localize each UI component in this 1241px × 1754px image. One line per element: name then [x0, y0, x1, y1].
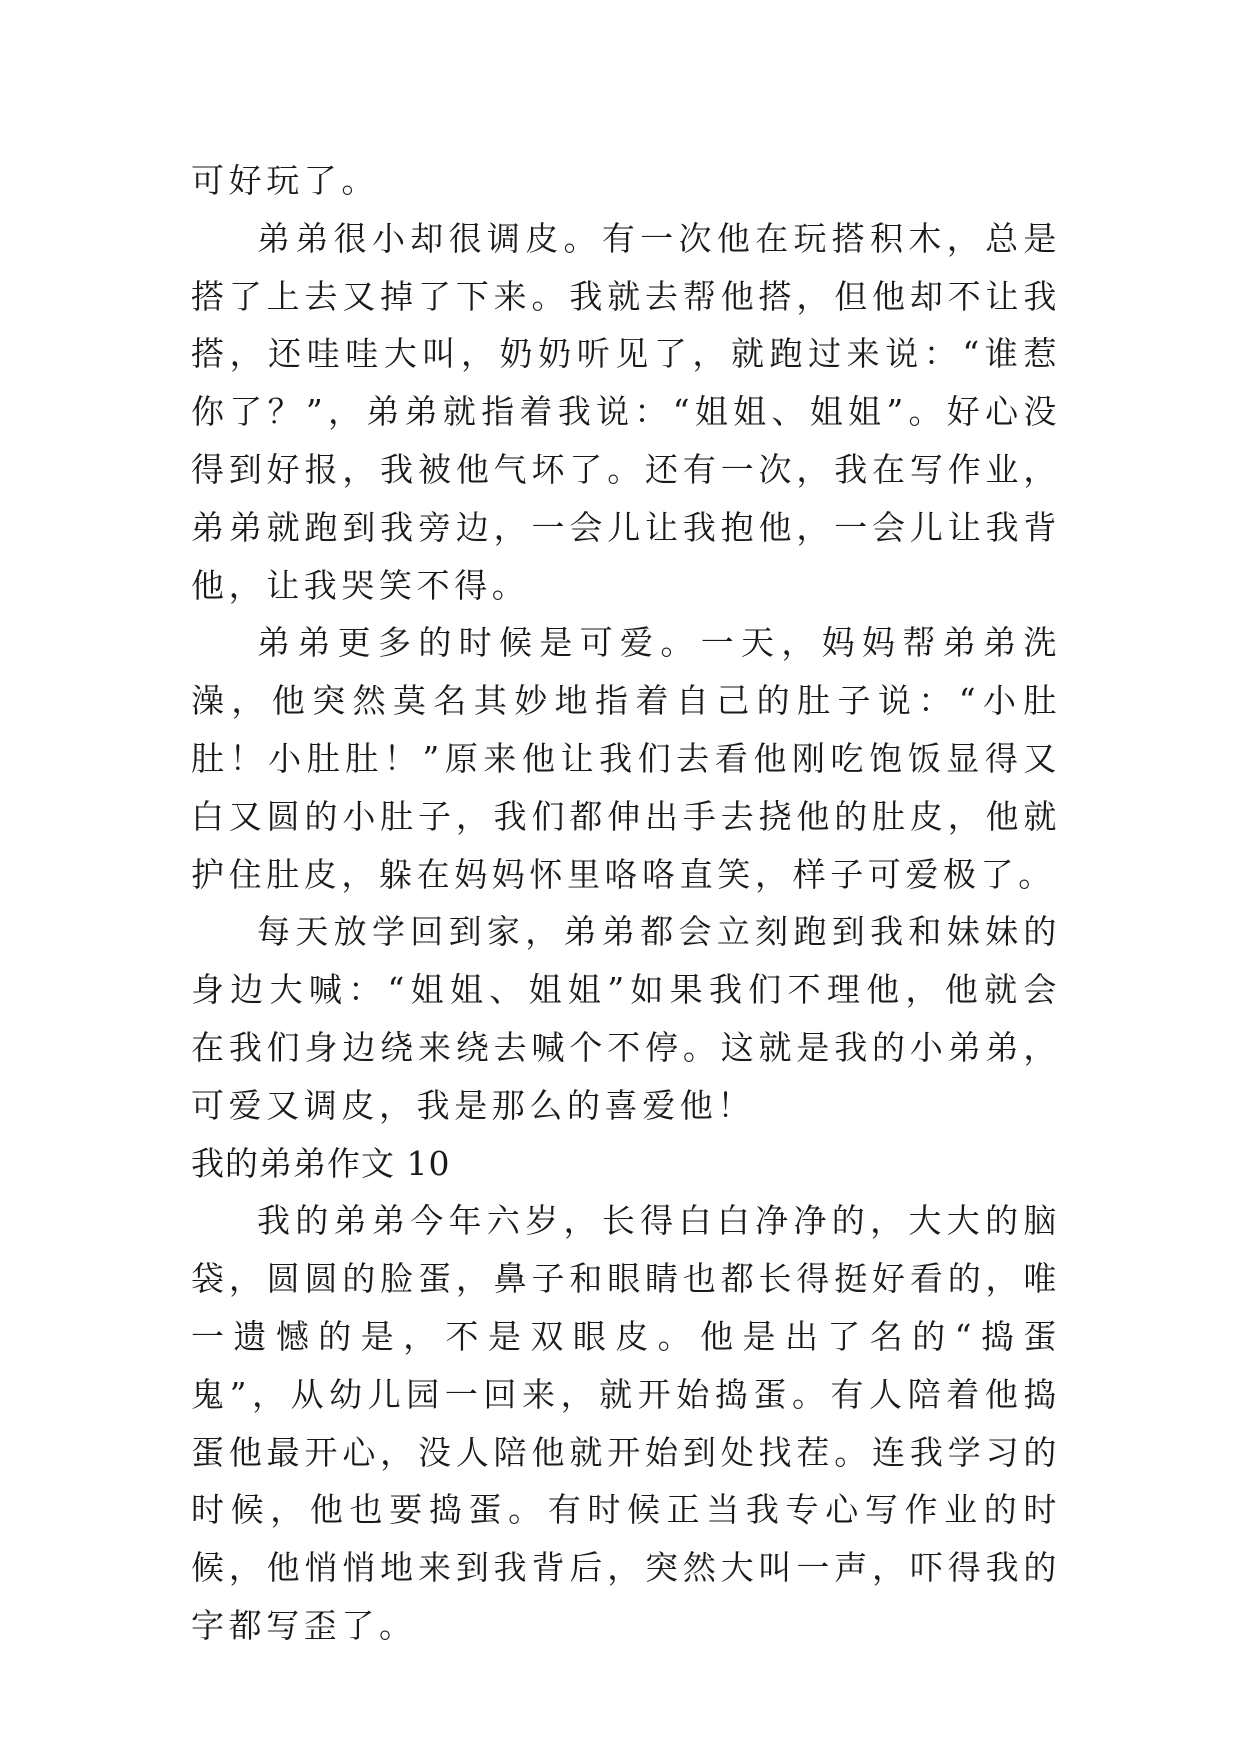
- paragraph-continuation: 可好玩了。: [191, 161, 379, 200]
- document-body: [191, 152, 1061, 1655]
- paragraph-naughty: 弟弟很小却很调皮。有一次他在玩搭积木，总是搭了上去又掉了下来。我就去帮他搭，但他却不让我搭，还哇哇大叫，奶奶听见了，就跑过来说：“谁惹你了？”，弟弟就指着我说：“姐姐、姐姐”。好心没得到好报，我被他气坏了。还有一次，我在写作业，弟弟就跑到我旁边，一会儿让我抱他，一会儿让我背他，让我哭笑不得。: [191, 218, 1061, 605]
- paragraph-cute: 弟弟更多的时候是可爱。一天，妈妈帮弟弟洗澡，他突然莫名其妙地指着自己的肚子说：“小肚肚！小肚肚！”原来他让我们去看他刚吃饱饭显得又白又圆的小肚子，我们都伸出手去挠他的肚皮，他就护住肚皮，躲在妈妈怀里咯咯直笑，样子可爱极了。: [191, 623, 1061, 894]
- paragraph-after-school: 每天放学回到家，弟弟都会立刻跑到我和妹妹的身边大喊：“姐姐、姐姐”如果我们不理他，他就会在我们身边绕来绕去喊个不停。这就是我的小弟弟，可爱又调皮，我是那么的喜爱他！: [191, 912, 1061, 1125]
- paragraph-essay-10: 我的弟弟今年六岁，长得白白净净的，大大的脑袋，圆圆的脸蛋，鼻子和眼睛也都长得挺好看的，唯一遗憾的是，不是双眼皮。他是出了名的“捣蛋鬼”，从幼儿园一回来，就开始捣蛋。有人陪着他捣蛋他最开心，没人陪他就开始到处找茬。连我学习的时候，他也要捣蛋。有时候正当我专心写作业的时候，他悄悄地来到我背后，突然大叫一声，吓得我的字都写歪了。: [191, 1201, 1061, 1645]
- essay-heading: 我的弟弟作文 10: [191, 1143, 451, 1183]
